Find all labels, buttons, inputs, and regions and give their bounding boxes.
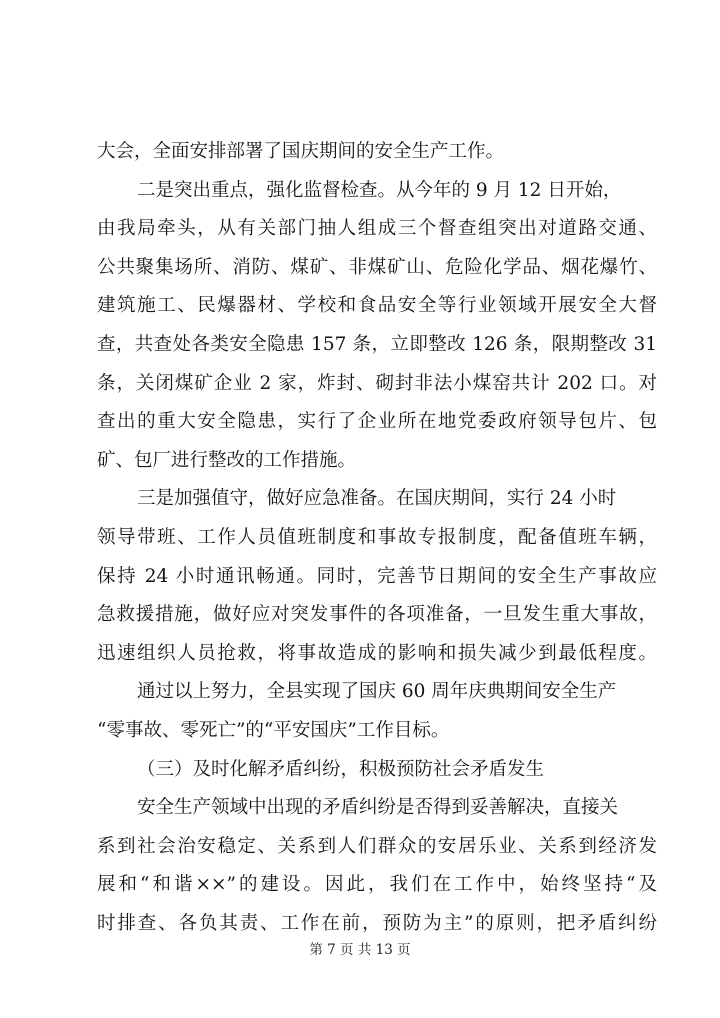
text-line: 建筑施工、民爆器材、学校和食品安全等行业领域开展安全大督 xyxy=(97,295,657,317)
text-line: 保持 24 小时通讯畅通。同时，完善节日期间的安全生产事故应 xyxy=(97,565,657,587)
text-line: 安全生产领域中出现的矛盾纠纷是否得到妥善解决，直接关 xyxy=(137,797,619,819)
text-line: 查出的重大安全隐患，实行了企业所在地党委政府领导包片、包 xyxy=(97,411,657,433)
text-line: 急救援措施，做好应对突发事件的各项准备，一旦发生重大事故， xyxy=(97,604,657,626)
text-line: 迅速组织人员抢救，将事故造成的影响和损失减少到最低程度。 xyxy=(97,642,657,664)
text-line: 矿、包厂进行整改的工作措施。 xyxy=(97,449,357,471)
text-line: （三）及时化解矛盾纠纷，积极预防社会矛盾发生 xyxy=(137,758,545,780)
text-line: 三是加强值守，做好应急准备。在国庆期间，实行 24 小时 xyxy=(137,488,617,510)
text-line: 时排查、各负其责、工作在前，预防为主”的原则，把矛盾纠纷 xyxy=(97,912,657,934)
text-line: 查，共查处各类安全隐患 157 条，立即整改 126 条，限期整改 31 xyxy=(97,333,657,355)
text-line: 展和“和谐××”的建设。因此，我们在工作中，始终坚持“及 xyxy=(97,874,657,896)
text-line: 公共聚集场所、消防、煤矿、非煤矿山、危险化学品、烟花爆竹、 xyxy=(97,256,657,278)
text-line: 条，关闭煤矿企业 2 家，炸封、砌封非法小煤窑共计 202 口。对 xyxy=(97,372,657,394)
text-line: 由我局牵头，从有关部门抽人组成三个督查组突出对道路交通、 xyxy=(97,218,657,240)
text-line: 通过以上努力，全县实现了国庆 60 周年庆典期间安全生产 xyxy=(137,681,617,703)
text-line: 大会，全面安排部署了国庆期间的安全生产工作。 xyxy=(97,141,505,162)
text-line: 二是突出重点，强化监督检查。从今年的 9 月 12 日开始， xyxy=(137,179,622,201)
text-line: 系到社会治安稳定、关系到人们群众的安居乐业、关系到经济发 xyxy=(97,835,657,857)
body-text xyxy=(97,133,657,943)
page-footer: 第 7 页 共 13 页 xyxy=(309,942,411,958)
text-line: 领导带班、工作人员值班制度和事故专报制度，配备值班车辆， xyxy=(97,526,657,548)
text-line: “零事故、零死亡”的“平安国庆”工作目标。 xyxy=(97,719,450,741)
